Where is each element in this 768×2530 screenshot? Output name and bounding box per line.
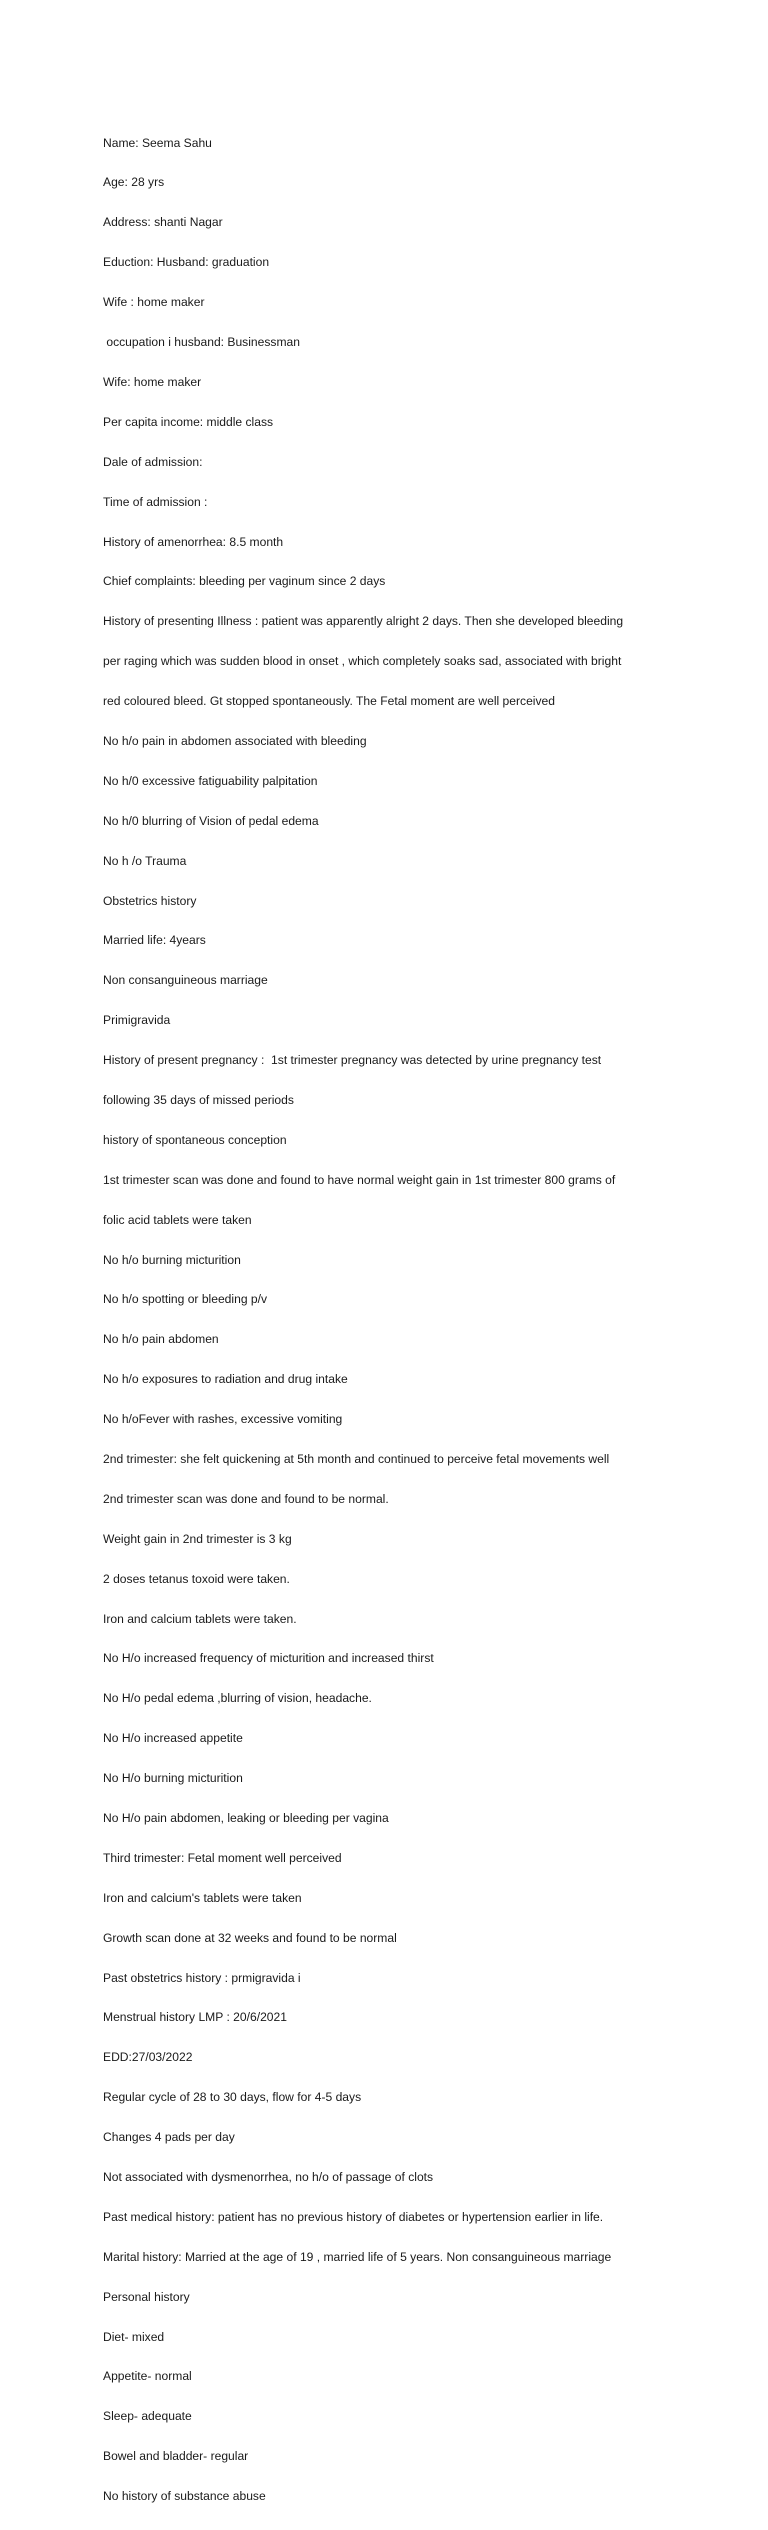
text-line: 2nd trimester: she felt quickening at 5th month and continued to perceive fetal movements well xyxy=(103,1451,610,1466)
text-line: Personal history xyxy=(103,2289,190,2304)
text-line: Appetite- normal xyxy=(103,2369,192,2384)
text-line: folic acid tablets were taken xyxy=(103,1212,252,1227)
text-line: red coloured bleed. Gt stopped spontaneously. The Fetal moment are well perceived xyxy=(103,694,555,709)
text-line: Wife: home maker xyxy=(103,374,202,389)
text-line: No h/0 excessive fatiguability palpitation xyxy=(103,773,318,788)
text-line: Past medical history: patient has no previous history of diabetes or hypertension earlier in life. xyxy=(103,2209,604,2224)
text-line: Chief complaints: bleeding per vaginum since 2 days xyxy=(103,574,386,589)
text-line: No h/o exposures to radiation and drug intake xyxy=(103,1372,348,1387)
text-line: Menstrual history LMP : 20/6/2021 xyxy=(103,2010,287,2025)
text-line: Not associated with dysmenorrhea, no h/o of passage of clots xyxy=(103,2170,434,2185)
text-line: Married life: 4years xyxy=(103,933,206,948)
text-line: Past obstetrics history : prmigravida i xyxy=(103,1970,301,1985)
text-line: History of present pregnancy : 1st trimester pregnancy was detected by urine pregnancy test xyxy=(103,1053,602,1068)
text-line: EDD:27/03/2022 xyxy=(103,2050,193,2065)
text-line: Per capita income: middle class xyxy=(103,414,274,429)
text-line: No H/o increased frequency of micturition and increased thirst xyxy=(103,1651,434,1666)
text-line: Primigravida xyxy=(103,1013,171,1028)
text-line: No h/o burning micturition xyxy=(103,1252,241,1267)
text-line: 2nd trimester scan was done and found to be normal. xyxy=(103,1491,389,1506)
text-line: Eduction: Husband: graduation xyxy=(103,255,270,270)
text-line: Regular cycle of 28 to 30 days, flow for 4-5 days xyxy=(103,2090,362,2105)
text-line: Iron and calcium's tablets were taken xyxy=(103,1890,302,1905)
text-line: No h/0 blurring of Vision of pedal edema xyxy=(103,813,319,828)
text-line: No H/o pain abdomen, leaking or bleeding per vagina xyxy=(103,1811,389,1825)
text-line: Changes 4 pads per day xyxy=(103,2130,235,2145)
text-line: Time of admission : xyxy=(103,494,208,509)
text-line: History of amenorrhea: 8.5 month xyxy=(103,534,284,549)
text-line: Obstetrics history xyxy=(103,893,197,908)
text-line: Third trimester: Fetal moment well perceived xyxy=(103,1850,342,1865)
text-line: Sleep- adequate xyxy=(103,2409,192,2424)
text-line: occupation i husband: Businessman xyxy=(103,335,300,350)
text-line: No h /o Trauma xyxy=(103,853,187,868)
text-line: Bowel and bladder- regular xyxy=(103,2449,249,2464)
text-line: Wife : home maker xyxy=(103,295,205,310)
text-line: History of presenting Illness : patient was apparently alright 2 days. Then she developed bleeding xyxy=(103,614,624,629)
text-line: following 35 days of missed periods xyxy=(103,1092,294,1107)
text-line: Marital history: Married at the age of 19 , married life of 5 years. Non consanguineous marriage xyxy=(103,2249,612,2264)
text-line: Age: 28 yrs xyxy=(103,175,165,190)
text-line: No h/o spotting or bleeding p/v xyxy=(103,1292,268,1307)
text-line: Diet- mixed xyxy=(103,2329,165,2344)
text-line: 2 doses tetanus toxoid were taken. xyxy=(103,1571,290,1586)
text-line: No H/o pedal edema ,blurring of vision, headache. xyxy=(103,1691,372,1706)
text-line: No history of substance abuse xyxy=(103,2489,266,2504)
text-line: Weight gain in 2nd trimester is 3 kg xyxy=(103,1531,292,1546)
text-line: No h/oFever with rashes, excessive vomiting xyxy=(103,1412,343,1427)
text-line: No h/o pain in abdomen associated with bleeding xyxy=(103,733,367,748)
text-line: Address: shanti Nagar xyxy=(103,215,223,230)
text-line: history of spontaneous conception xyxy=(103,1132,287,1147)
text-line: 1st trimester scan was done and found to have normal weight gain in 1st trimester 800 grams of xyxy=(103,1172,616,1187)
text-line: Growth scan done at 32 weeks and found to be normal xyxy=(103,1930,397,1945)
text-line: No h/o pain abdomen xyxy=(103,1332,219,1347)
text-line: Iron and calcium tablets were taken. xyxy=(103,1611,297,1626)
text-line: per raging which was sudden blood in onset , which completely soaks sad, associated with bright xyxy=(103,654,622,669)
text-line: Dale of admission: xyxy=(103,454,203,469)
text-line: No H/o burning micturition xyxy=(103,1771,243,1786)
text-line: Non consanguineous marriage xyxy=(103,973,268,988)
case-history-text xyxy=(103,110,663,2530)
text-line: Name: Seema Sahu xyxy=(103,135,212,150)
text-line: No H/o increased appetite xyxy=(103,1731,243,1746)
